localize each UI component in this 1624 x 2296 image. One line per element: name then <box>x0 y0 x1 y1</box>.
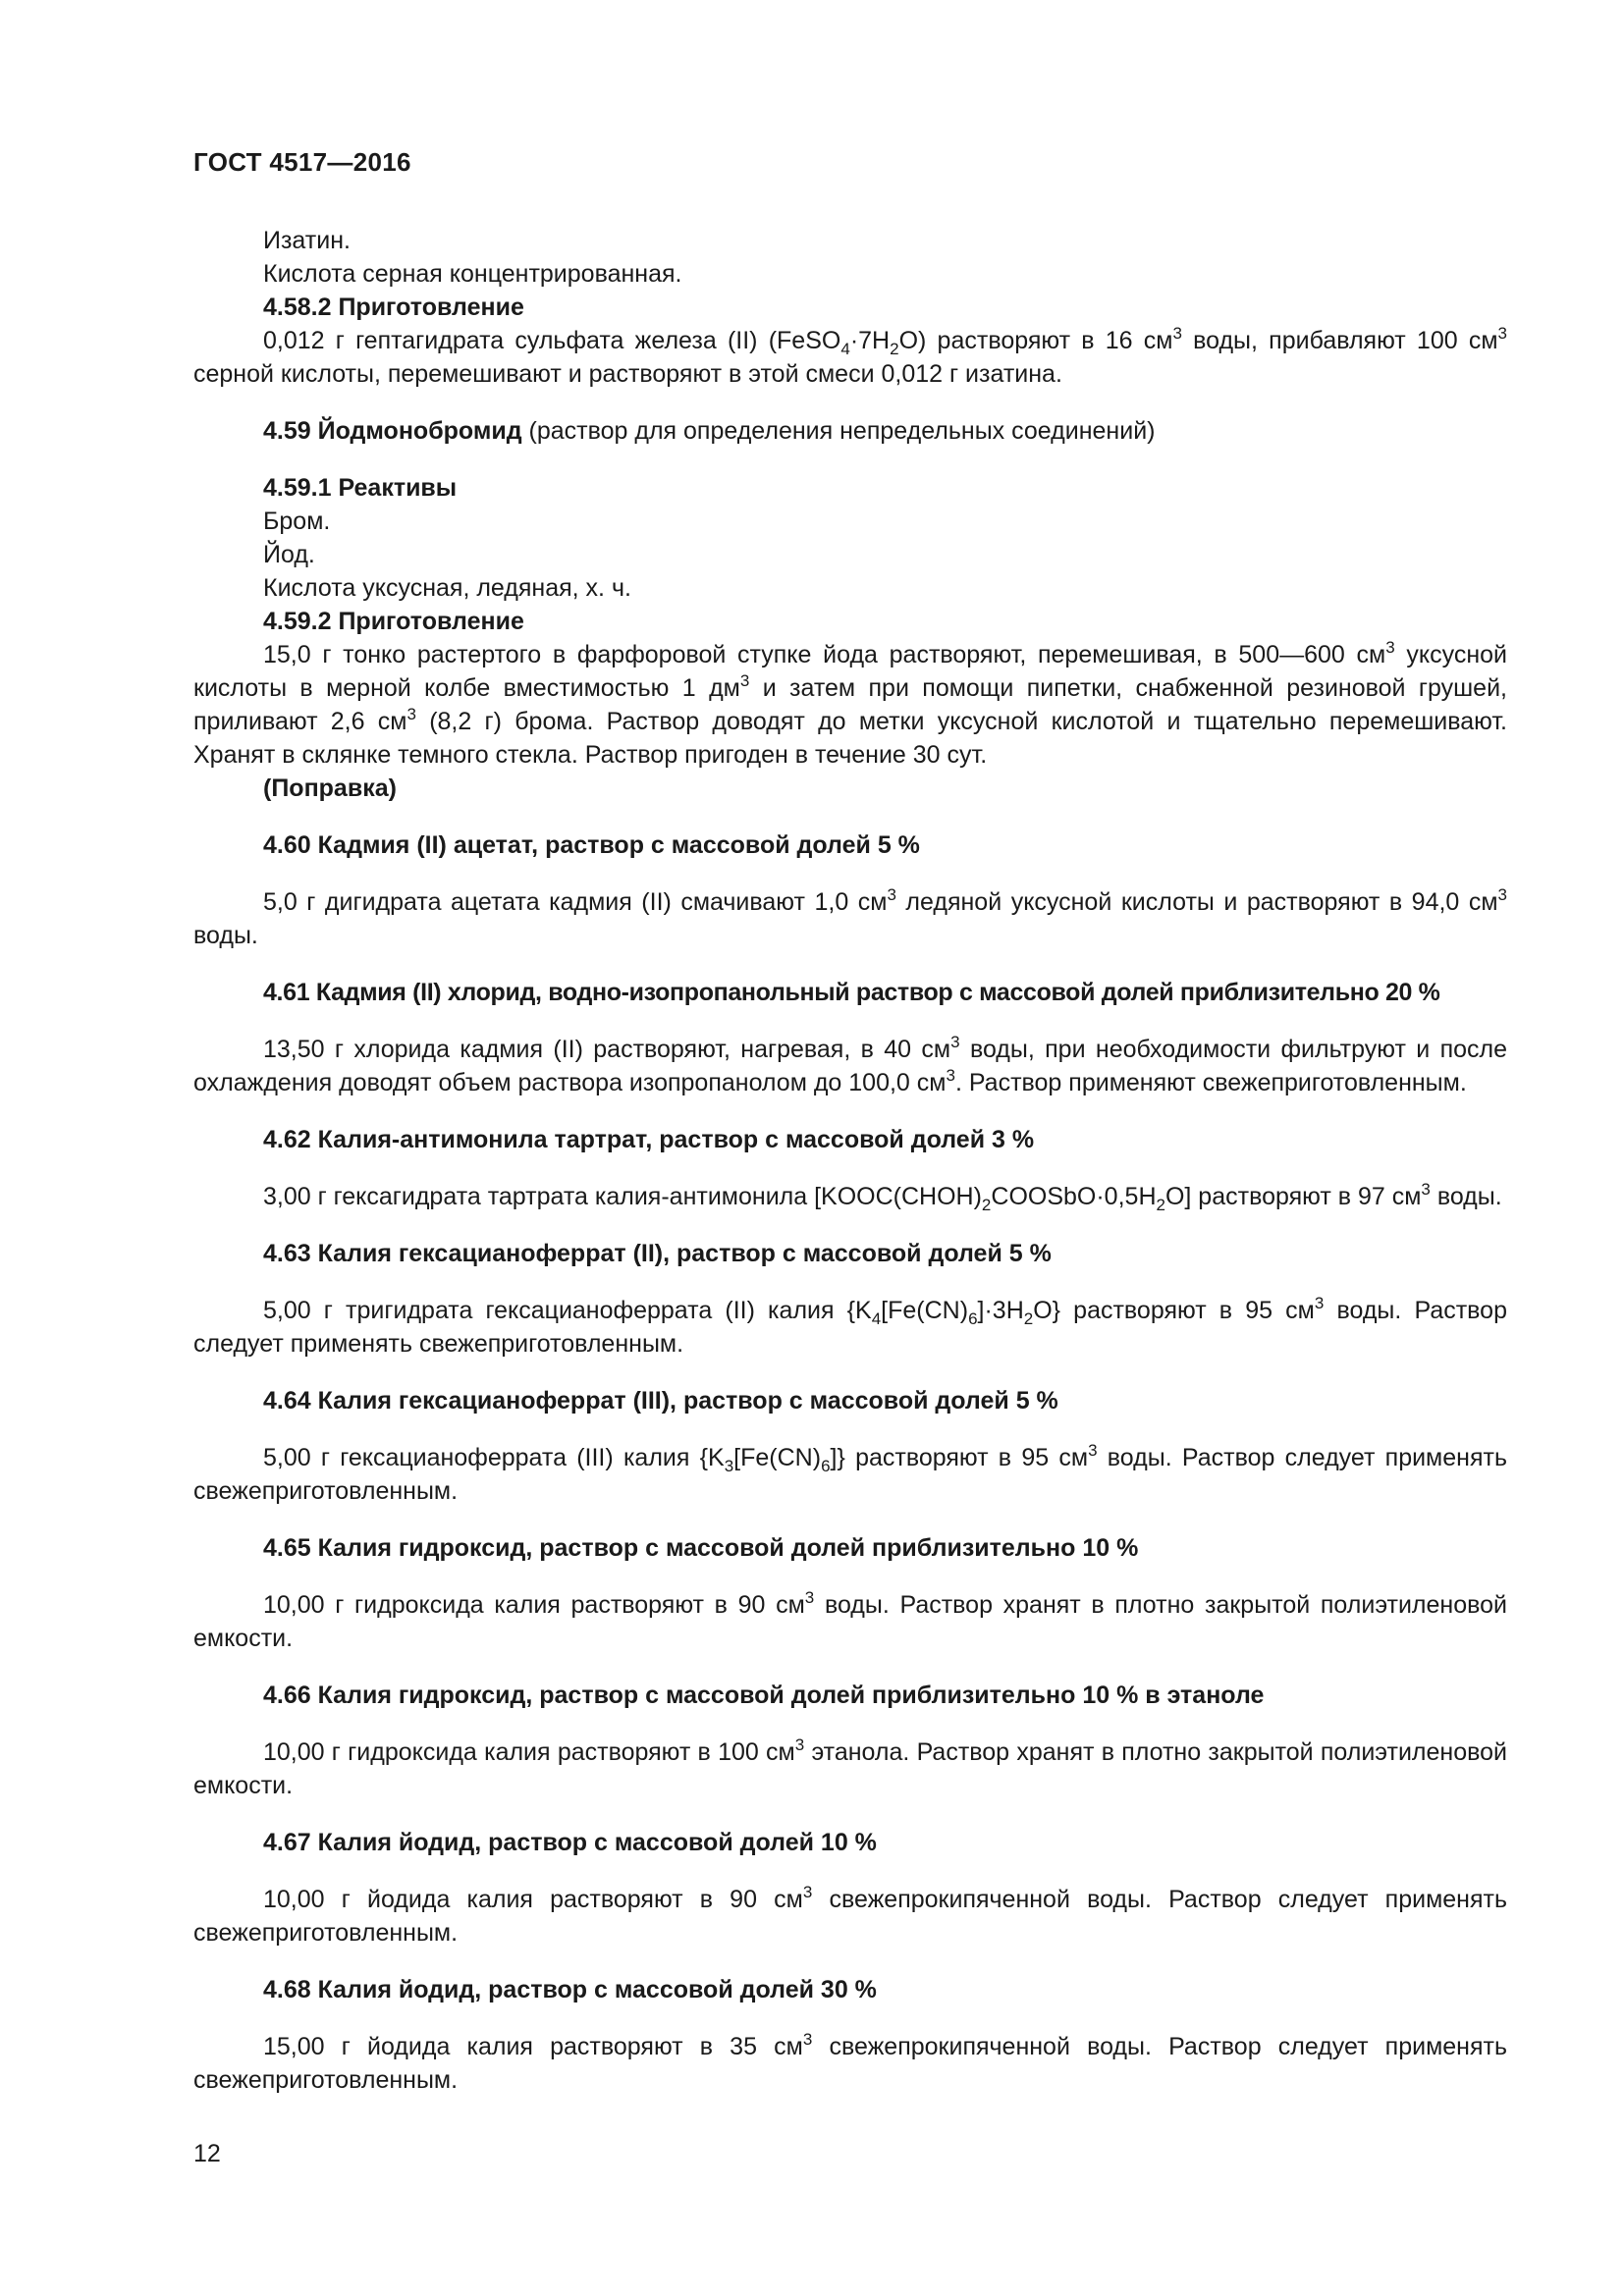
document-header: ГОСТ 4517—2016 <box>193 147 411 177</box>
section-heading: 4.65 Калия гидроксид, раствор с массовой долей приблизительно 10 % <box>263 1534 1139 1562</box>
paragraph: 10,00 г йодида калия растворяют в 90 $см^3$ свежепрокипяченной воды. Раствор следует применять свежеприготовленным. <box>193 1883 1507 1947</box>
section-heading: 4.67 Калия йодид, раствор с массовой долей 10 % <box>263 1829 877 1856</box>
document-body <box>193 224 1507 2097</box>
paragraph: 0,012 г гептагидрата сульфата железа (II) $(FeSO_4\cdot 7H_2O)$ растворяют в 16 $см^3$ воды, прибавляют 100 $см^3$ серной кислоты, перемешивают и растворяют в этой смеси 0,012 г изатина. <box>193 324 1507 388</box>
paragraph: 15,0 г тонко растертого в фарфоровой ступке йода растворяют, перемешивая, в 500—600 $см^3$ уксусной кислоты в мерной колбе вместимостью 1 $дм^3$ и затем при помощи пипетки, снабженной резиновой грушей, приливают 2,6 $см^3$ (8,2 г) брома. Раствор доводят до метки уксусной кислотой и тщательно перемешивают. Хранят в склянке темного стекла. Раствор пригоден в течение 30 сут. <box>193 638 1507 769</box>
subsection-heading: 4.59.1 Реактивы <box>263 474 458 502</box>
section-heading: 4.62 Калия-антимонила тартрат, раствор с массовой долей 3 % <box>263 1126 1035 1153</box>
paragraph: 3,00 г гексагидрата тартрата калия-антимонила $[KOOC(CHOH)_2COOSbO\cdot 0,5H_2O]$ растворяют в 97 $см^3$ воды. <box>263 1180 1502 1214</box>
page-number: 12 <box>193 2140 221 2167</box>
paragraph: 13,50 г хлорида кадмия (II) растворяют, нагревая, в 40 $см^3$ воды, при необходимости фильтруют и после охлаждения доводят объем раствора изопропанолом до 100,0 $см^3$. Раствор применяют свежеприготовленным. <box>193 1033 1507 1096</box>
section-heading: 4.59 Йодмонобромид (раствор для определения непредельных соединений) <box>263 417 1156 445</box>
reagent-line: Кислота уксусная, ледяная, х. ч. <box>263 574 631 602</box>
amendment-note: (Поправка) <box>263 774 397 802</box>
subsection-heading: 4.59.2 Приготовление <box>263 608 524 635</box>
reagent-line: Кислота серная концентрированная. <box>263 260 682 288</box>
section-heading: 4.68 Калия йодид, раствор с массовой долей 30 % <box>263 1976 877 2003</box>
reagent-line: Йод. <box>263 541 315 568</box>
paragraph: 10,00 г гидроксида калия растворяют в 90 $см^3$ воды. Раствор хранят в плотно закрытой полиэтиленовой емкости. <box>193 1588 1508 1652</box>
paragraph: 10,00 г гидроксида калия растворяют в 100 $см^3$ этанола. Раствор хранят в плотно закрытой полиэтиленовой емкости. <box>193 1735 1507 1799</box>
paragraph: 15,00 г йодида калия растворяют в 35 $см^3$ свежепрокипяченной воды. Раствор следует применять свежеприготовленным. <box>193 2030 1507 2094</box>
section-heading: 4.63 Калия гексацианоферрат (II), раствор с массовой долей 5 % <box>263 1240 1052 1267</box>
section-heading: 4.60 Кадмия (II) ацетат, раствор с массовой долей 5 % <box>263 831 920 859</box>
paragraph: 5,00 г гексацианоферрата (III) калия $\{K_3[Fe(CN)_6]\}$ растворяют в 95 $см^3$ воды. Раствор следует применять свежеприготовленным. <box>193 1441 1507 1505</box>
reagent-line: Изатин. <box>263 227 351 254</box>
reagent-line: Бром. <box>263 507 331 535</box>
section-heading: 4.66 Калия гидроксид, раствор с массовой долей приблизительно 10 % в этаноле <box>263 1682 1265 1709</box>
section-heading: 4.64 Калия гексацианоферрат (III), раствор с массовой долей 5 % <box>263 1387 1058 1415</box>
paragraph: 5,0 г дигидрата ацетата кадмия (II) смачивают 1,0 $см^3$ ледяной уксусной кислоты и растворяют в 94,0 $см^3$ воды. <box>193 885 1507 949</box>
paragraph: 5,00 г тригидрата гексацианоферрата (II) калия $\{K_4[Fe(CN)_6]\cdot 3H_2O\}$ растворяют в 95 $см^3$ воды. Раствор следует применять свежеприготовленным. <box>193 1294 1507 1358</box>
subsection-heading: 4.58.2 Приготовление <box>263 294 524 321</box>
section-heading: 4.61 Кадмия (II) хлорид, водно-изопропанольный раствор с массовой долей приблизительно 20 % <box>263 979 1440 1006</box>
